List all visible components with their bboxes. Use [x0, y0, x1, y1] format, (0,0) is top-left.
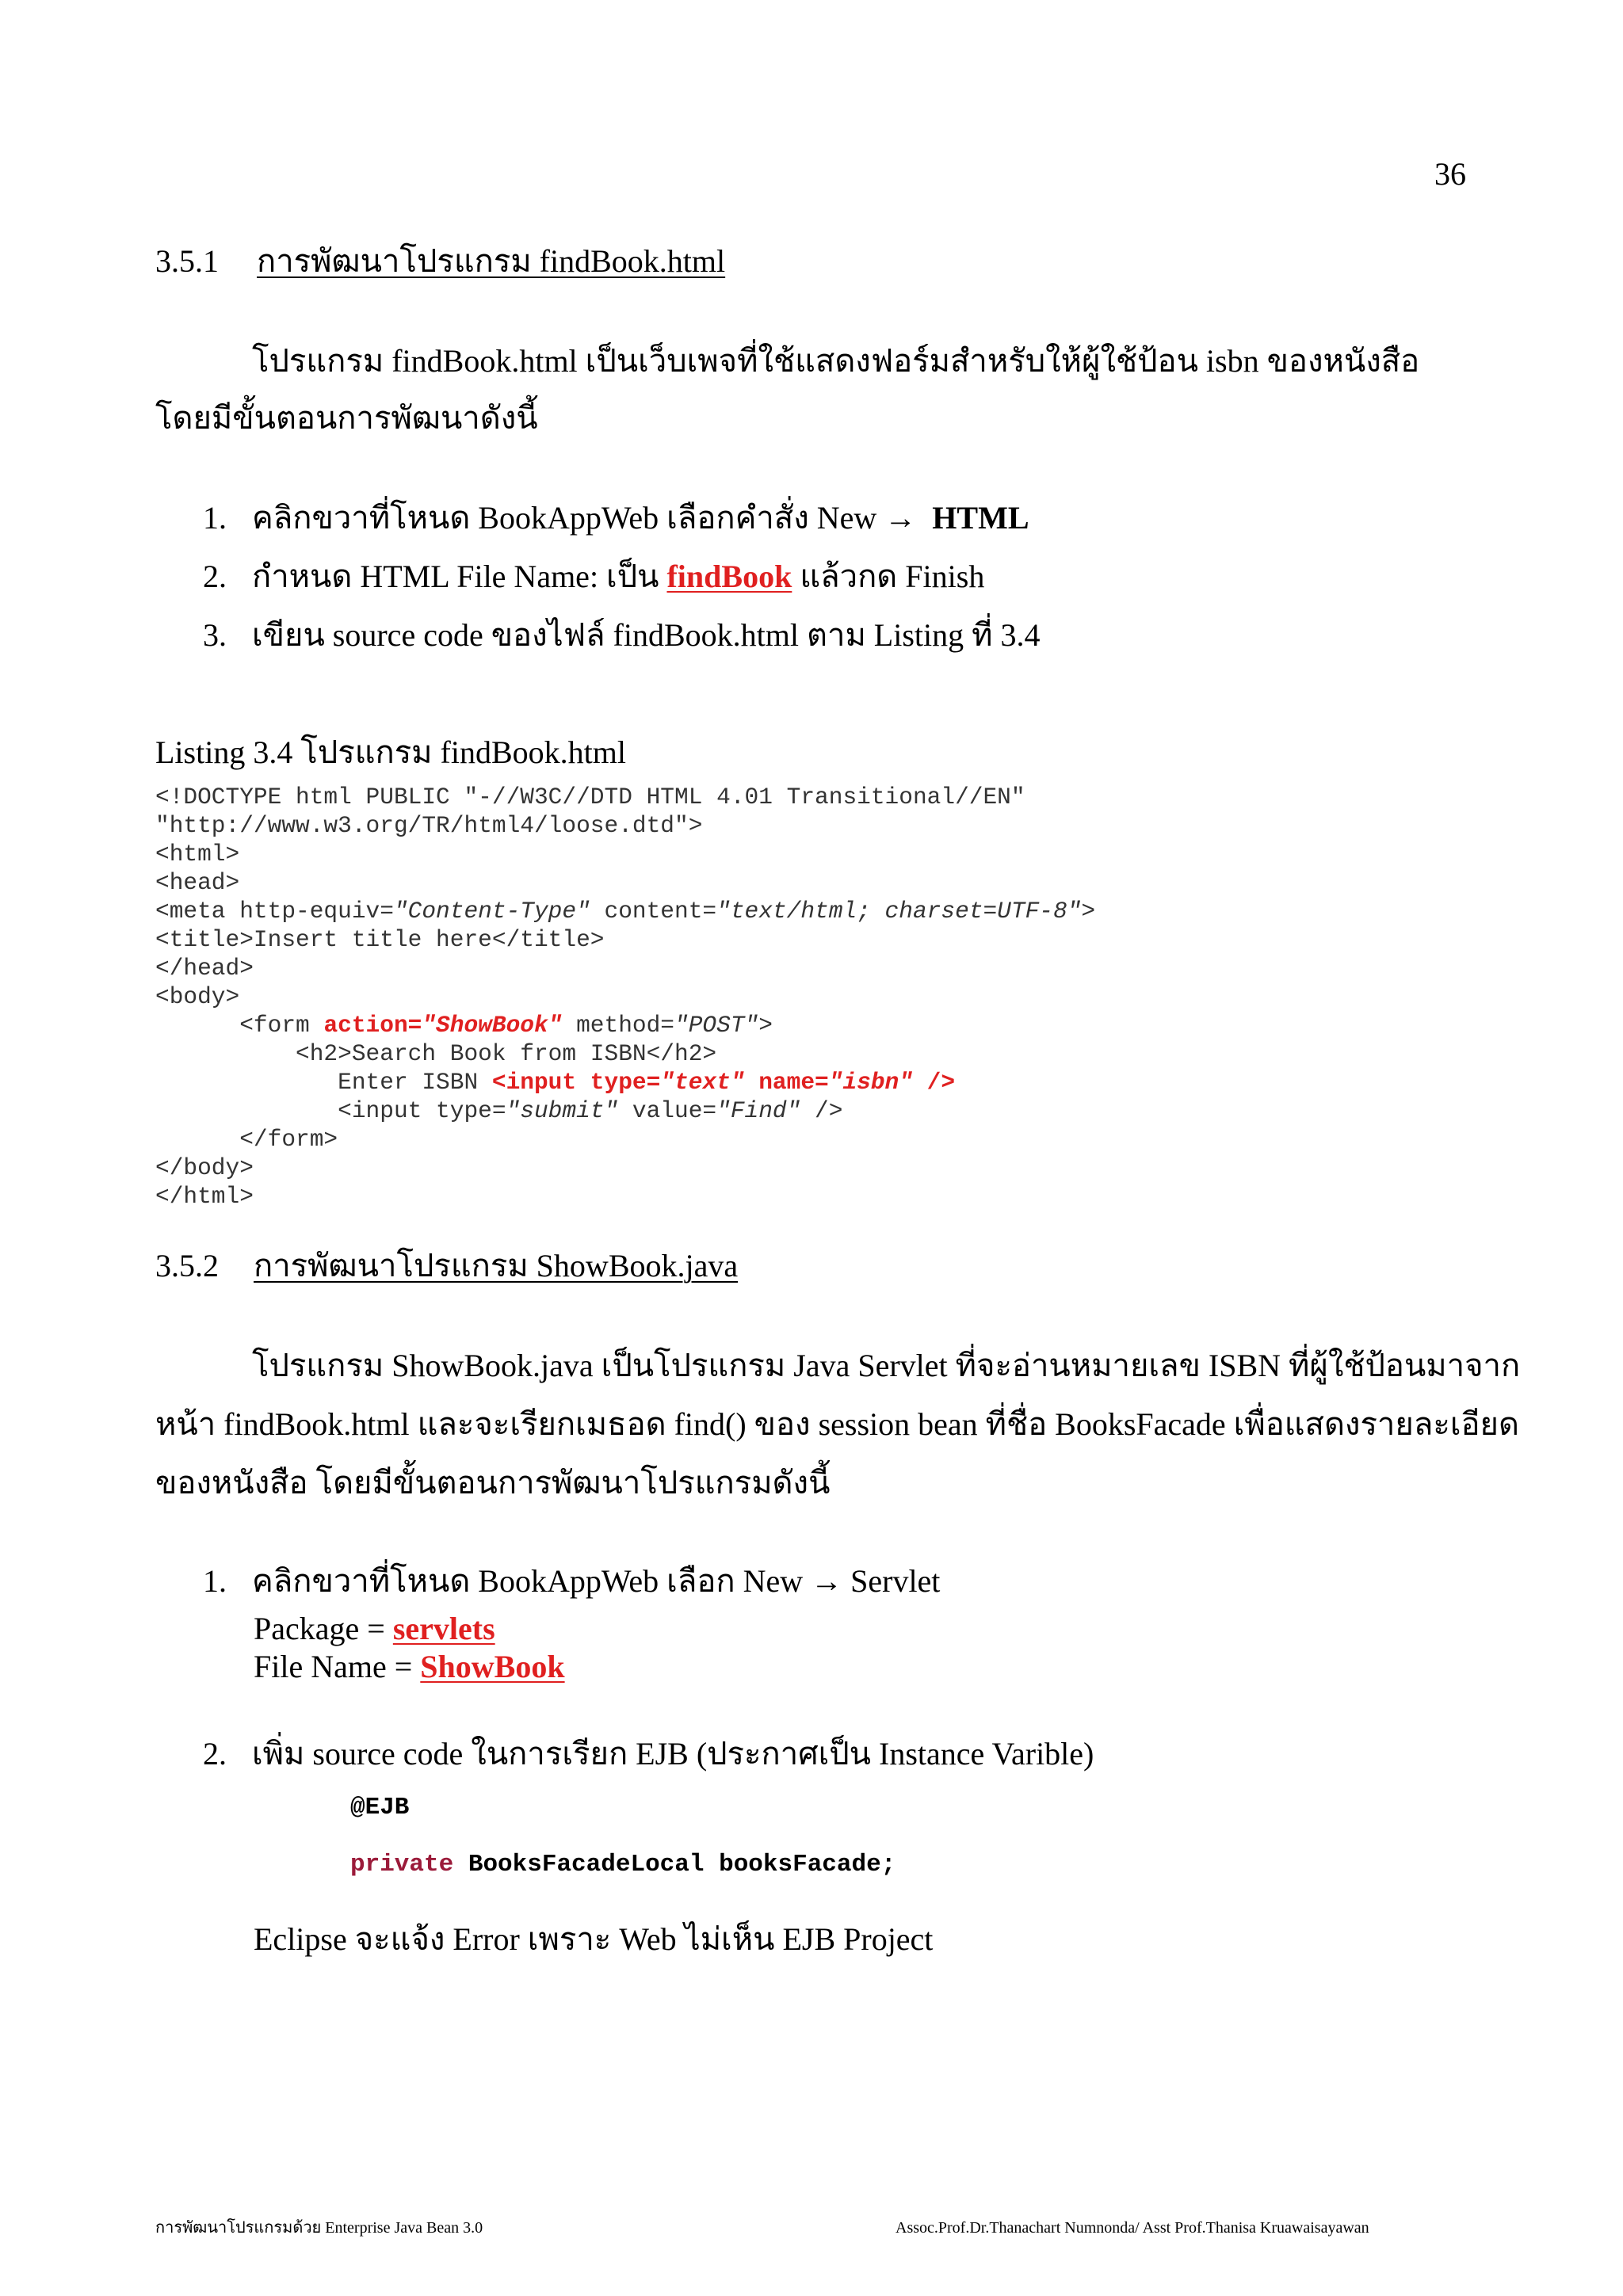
section-352-heading [155, 1247, 738, 1285]
code-listing [155, 783, 1095, 1211]
code-line: <h2>Search Book from ISBN</h2> [155, 1040, 717, 1067]
list-item [203, 1562, 940, 1600]
section-title: การพัฒนาโปรแกรม ShowBook.java [254, 1248, 739, 1283]
package-label: Package = [254, 1611, 385, 1646]
code-line: <!DOCTYPE html PUBLIC "-//W3C//DTD HTML 4.01 Transitional//EN" [155, 784, 1025, 810]
listing-caption: Listing 3.4 โปรแกรม findBook.html [155, 734, 627, 770]
list-bold: HTML [932, 500, 1029, 536]
list-text: เพิ่ม source code ในการเรียก EJB (ประกาศเป็น Instance Varible) [252, 1736, 1094, 1772]
list-item [203, 558, 984, 596]
package-line [254, 1610, 495, 1648]
filename-label: File Name = [254, 1649, 413, 1684]
code-keyword: private [350, 1851, 454, 1878]
section-title: การพัฒนาโปรแกรม findBook.html [257, 243, 726, 279]
list-number: 1. [203, 1563, 227, 1599]
filename-line [254, 1648, 565, 1686]
code-line: Enter ISBN <input type="text" name="isbn" /> [155, 1069, 956, 1096]
page-number: 36 [1434, 156, 1466, 192]
code-line: </body> [155, 1154, 254, 1181]
list-item [203, 1735, 1094, 1773]
list-text: คลิกขวาที่โหนด BookAppWeb เลือก New → Servlet [252, 1563, 941, 1599]
code-line: <head> [155, 869, 240, 896]
code-line: </html> [155, 1183, 254, 1210]
list-number: 2. [203, 1736, 227, 1772]
list-item [203, 616, 1041, 654]
code-line: <body> [155, 983, 240, 1010]
footer-left: การพัฒนาโปรแกรมด้วย Enterprise Java Bean 3.0 [155, 2219, 483, 2237]
section-number: 3.5.1 [155, 243, 219, 279]
note-text: Eclipse จะแจ้ง Error เพราะ Web ไม่เห็น EJB Project [254, 1921, 934, 1957]
section-351-heading [155, 242, 725, 280]
filename-highlight: findBook [666, 559, 792, 594]
filename-value: ShowBook [420, 1649, 565, 1684]
paragraph-line: โปรแกรม findBook.html เป็นเว็บเพจที่ใช้แสดงฟอร์มสำหรับให้ผู้ใช้ป้อน isbn ของหนังสือ [252, 343, 1420, 379]
code-line: "http://www.w3.org/TR/html4/loose.dtd"> [155, 812, 703, 839]
code-rest: BooksFacadeLocal booksFacade; [453, 1851, 896, 1878]
list-text: คลิกขวาที่โหนด BookAppWeb เลือกคำสั่ง New → [252, 500, 917, 536]
code-line: <html> [155, 841, 240, 868]
code-line: </form> [155, 1126, 338, 1153]
list-number: 3. [203, 617, 227, 653]
paragraph-line: โดยมีขั้นตอนการพัฒนาดังนี้ [155, 400, 538, 436]
list-text: เขียน source code ของไฟล์ findBook.html ตาม Listing ที่ 3.4 [252, 617, 1041, 653]
list-text: แล้วกด Finish [800, 559, 985, 594]
code-annotation: @EJB [350, 1794, 410, 1821]
paragraph-line: หน้า findBook.html และจะเรียกเมธอด find() ของ session bean ที่ชื่อ BooksFacade เพื่อแสดงรายละเอียด [155, 1406, 1519, 1442]
paragraph-line: โปรแกรม ShowBook.java เป็นโปรแกรม Java Servlet ที่จะอ่านหมายเลข ISBN ที่ผู้ใช้ป้อนมาจาก [252, 1348, 1521, 1383]
code-line: <input type="submit" value="Find" /> [155, 1097, 843, 1124]
paragraph-line: ของหนังสือ โดยมีขั้นตอนการพัฒนาโปรแกรมดังนี้ [155, 1465, 831, 1501]
list-number: 1. [203, 500, 227, 536]
list-item [203, 499, 1029, 537]
code-declaration [350, 1851, 896, 1878]
code-line: <title>Insert title here</title> [155, 926, 605, 953]
footer-right: Assoc.Prof.Dr.Thanachart Numnonda/ Asst Prof.Thanisa Kruawaisayawan [896, 2219, 1369, 2237]
code-line: <form action="ShowBook" method="POST"> [155, 1012, 773, 1039]
section-number: 3.5.2 [155, 1248, 219, 1283]
code-line: <meta http-equiv="Content-Type" content="text/html; charset=UTF-8"> [155, 898, 1096, 925]
list-text: กำหนด HTML File Name: เป็น [252, 559, 659, 594]
code-line: </head> [155, 955, 254, 982]
list-number: 2. [203, 559, 227, 594]
package-value: servlets [392, 1611, 495, 1646]
